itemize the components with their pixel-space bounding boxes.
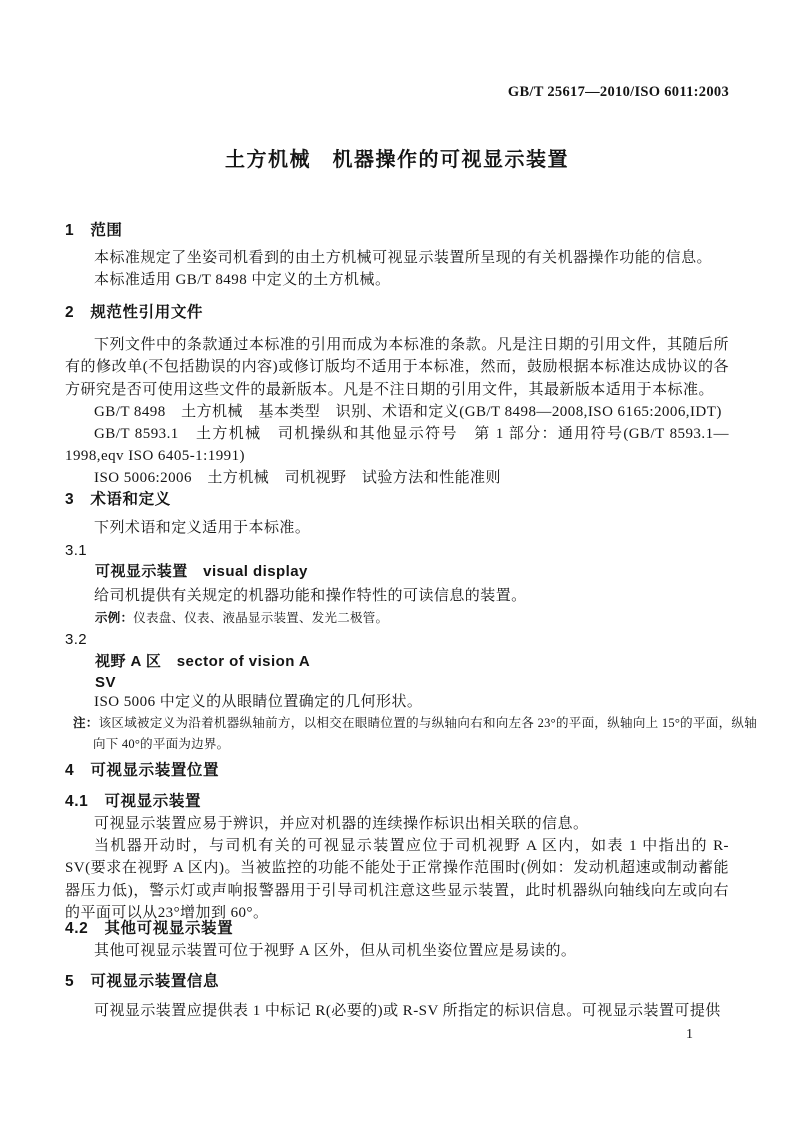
section-4-2-paragraph: 其他可视显示装置可位于视野 A 区外，但从司机坐姿位置应是易读的。 (94, 943, 577, 959)
section-3-intro: 下列术语和定义适用于本标准。 (94, 520, 311, 536)
term-3-1-number: 3.1 (65, 542, 88, 559)
example-label: 示例： (95, 611, 134, 625)
section-4-1-paragraph-2: 当机器开动时，与司机有关的可视显示装置应位于司机视野 A 区内，如表 1 中指出的 R-SV(要求在视野 A 区内)。当被监控的功能不能处于正常操作范围时(例如：发动机超速或制动蓄能器压力低)，警示灯或声响报警器用于引导司机注意这些显示装置，此时机器纵向轴线向左或向右的平面可以从23°增加到 60°。 (65, 838, 729, 921)
term-3-2-abbreviation: SV (95, 674, 116, 691)
standard-code-header: GB/T 25617—2010/ISO 6011:2003 (507, 84, 729, 100)
document-title: 土方机械 机器操作的可视显示装置 (225, 149, 569, 171)
normative-reference-3: ISO 5006:2006 土方机械 司机视野 试验方法和性能准则 (94, 470, 501, 486)
section-4-1-heading: 4.1 可视显示装置 (65, 793, 202, 810)
section-2-heading: 2 规范性引用文件 (65, 304, 204, 321)
section-1-paragraph-1: 本标准规定了坐姿司机看到的由土方机械可视显示装置所呈现的有关机器操作功能的信息。 (94, 250, 713, 266)
section-4-1-paragraph-1: 可视显示装置应易于辨识，并应对机器的连续操作标识出相关联的信息。 (94, 816, 589, 832)
note-label: 注： (73, 716, 99, 730)
term-3-2-note (65, 713, 757, 754)
term-3-2-title: 视野 A 区 sector of vision A (95, 653, 311, 670)
section-5-paragraph: 可视显示装置应提供表 1 中标记 R(必要的)或 R-SV 所指定的标识信息。可视显示装置可提供 (94, 1003, 721, 1019)
section-5-heading: 5 可视显示装置信息 (65, 973, 220, 990)
section-4-heading: 4 可视显示装置位置 (65, 762, 220, 779)
term-3-1-title: 可视显示装置 visual display (95, 563, 308, 580)
normative-reference-2: GB/T 8593.1 土方机械 司机操纵和其他显示符号 第 1 部分：通用符号(GB/T 8593.1—1998,eqv ISO 6405-1:1991) (65, 426, 729, 465)
normative-reference-1: GB/T 8498 土方机械 基本类型 识别、术语和定义(GB/T 8498—2008,ISO 6165:2006,IDT) (94, 404, 722, 420)
term-3-2-definition: ISO 5006 中定义的从眼睛位置确定的几何形状。 (94, 694, 423, 710)
term-3-2-number: 3.2 (65, 631, 88, 648)
section-2-paragraph: 下列文件中的条款通过本标准的引用而成为本标准的条款。凡是注日期的引用文件，其随后所有的修改单(不包括勘误的内容)或修订版均不适用于本标准，然而，鼓励根据本标准达成协议的各方研究是否可使用这些文件的最新版本。凡是不注日期的引用文件，其最新版本适用于本标准。 (65, 337, 729, 398)
term-3-1-definition: 给司机提供有关规定的机器功能和操作特性的可读信息的装置。 (94, 588, 527, 604)
note-text: 该区域被定义为沿着机器纵轴前方，以相交在眼睛位置的与纵轴向右和向左各 23°的平面，纵轴向上 15°的平面，纵轴向下 40°的平面为边界。 (93, 716, 757, 751)
section-4-2-heading: 4.2 其他可视显示装置 (65, 920, 234, 937)
example-text: 仪表盘、仪表、液晶显示装置、发光二极管。 (133, 611, 389, 625)
page-number: 1 (686, 1027, 693, 1042)
section-3-heading: 3 术语和定义 (65, 491, 171, 508)
term-3-1-example (65, 608, 759, 629)
section-1-paragraph-2: 本标准适用 GB/T 8498 中定义的土方机械。 (94, 272, 391, 288)
section-1-heading: 1 范围 (65, 222, 123, 239)
